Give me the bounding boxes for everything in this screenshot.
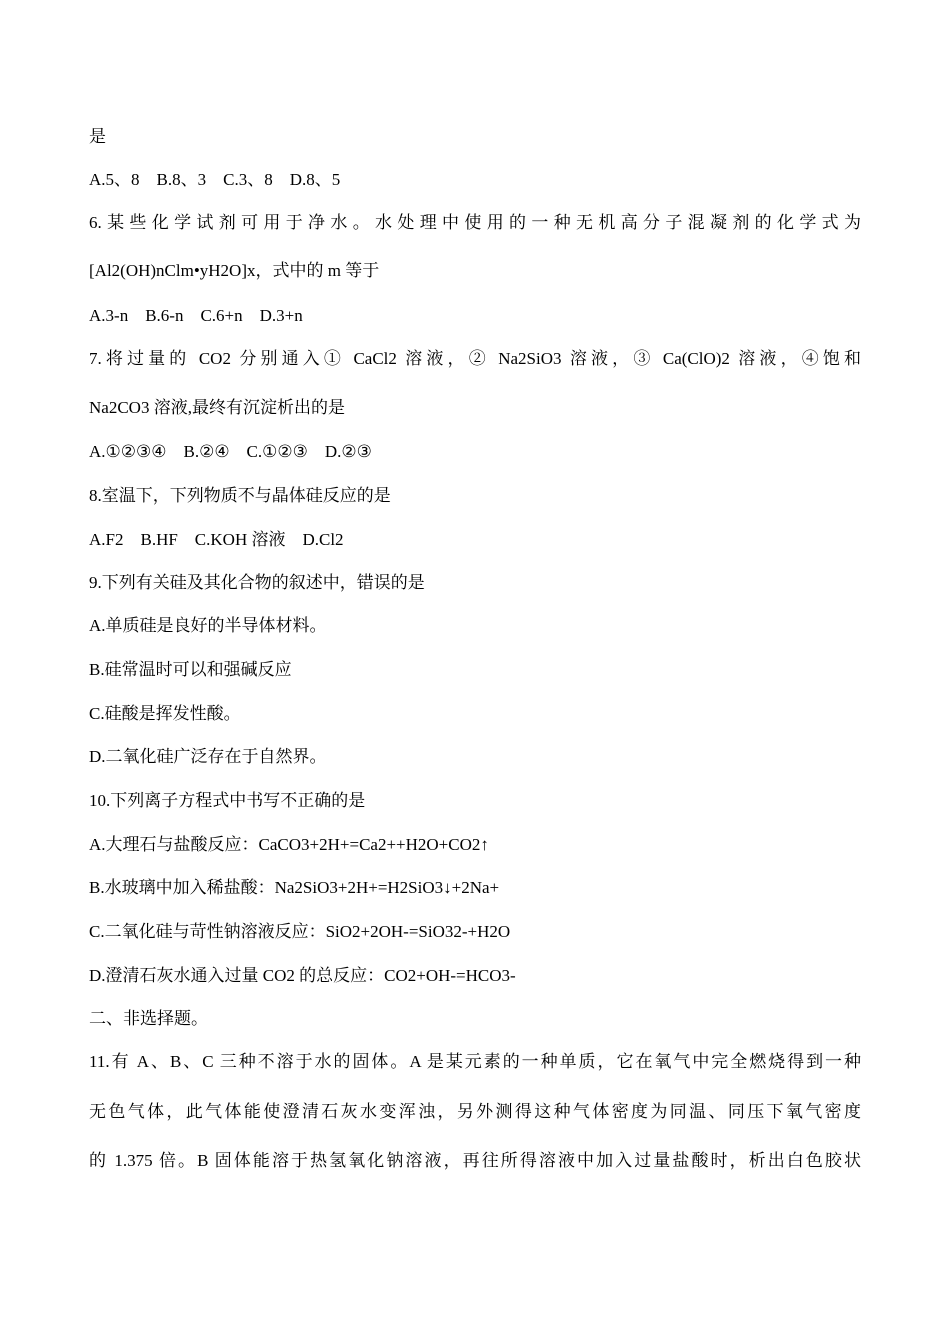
q7-stem: 7.将过量的 CO2 分别通入① CaCl2 溶液，② Na2SiO3 溶液，③ Ca(ClO)2 溶液，④饱和 — [89, 349, 861, 368]
q10-option-a: A.大理石与盐酸反应：CaCO3+2H+=Ca2++H2O+CO2↑ — [89, 835, 489, 854]
q9-option-b: B.硅常温时可以和强碱反应 — [89, 660, 292, 679]
q10-option-c: C.二氧化硅与苛性钠溶液反应：SiO2+2OH-=SiO32-+H2O — [89, 922, 511, 941]
text-line-continuation: 是 — [89, 127, 106, 146]
q6-stem: 6.某些化学试剂可用于净水。水处理中使用的一种无机高分子混凝剂的化学式为 — [89, 213, 861, 232]
q10-stem: 10.下列离子方程式中书写不正确的是 — [89, 791, 366, 810]
q7-stem-continued: Na2CO3 溶液,最终有沉淀析出的是 — [89, 398, 345, 417]
q11-stem-line-2: 无色气体，此气体能使澄清石灰水变浑浊，另外测得这种气体密度为同温、同压下氧气密度 — [89, 1102, 861, 1121]
q6-stem-formula: [Al2(OH)nClm•yH2O]x，式中的 m 等于 — [89, 261, 380, 280]
q10-option-b: B.水玻璃中加入稀盐酸：Na2SiO3+2H+=H2SiO3↓+2Na+ — [89, 878, 500, 897]
q9-option-c: C.硅酸是挥发性酸。 — [89, 704, 241, 723]
section-heading: 二、非选择题。 — [89, 1009, 208, 1028]
q6-options: A.3-n B.6-n C.6+n D.3+n — [89, 306, 303, 325]
q5-options: A.5、8 B.8、3 C.3、8 D.8、5 — [89, 170, 341, 189]
q9-option-d: D.二氧化硅广泛存在于自然界。 — [89, 747, 327, 766]
q9-option-a: A.单质硅是良好的半导体材料。 — [89, 616, 327, 635]
q7-options: A.①②③④ B.②④ C.①②③ D.②③ — [89, 442, 372, 461]
q11-stem-line-1: 11.有 A、B、C 三种不溶于水的固体。A 是某元素的一种单质，它在氧气中完全燃烧得到一种 — [89, 1052, 861, 1071]
q9-stem: 9.下列有关硅及其化合物的叙述中，错误的是 — [89, 573, 425, 592]
q10-option-d: D.澄清石灰水通入过量 CO2 的总反应：CO2+OH-=HCO3- — [89, 966, 516, 985]
q11-stem-line-3: 的 1.375 倍。B 固体能溶于热氢氧化钠溶液，再往所得溶液中加入过量盐酸时，析出白色胶状 — [89, 1151, 861, 1170]
q8-stem: 8.室温下，下列物质不与晶体硅反应的是 — [89, 486, 391, 505]
q8-options: A.F2 B.HF C.KOH 溶液 D.Cl2 — [89, 530, 344, 549]
